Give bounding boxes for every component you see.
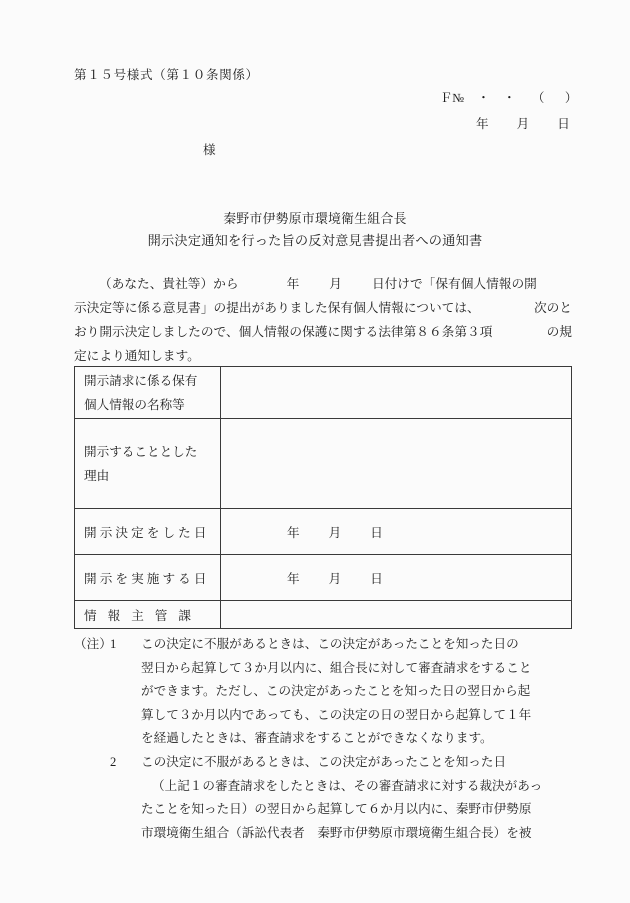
note-1-text-4: 算して３か月以内であっても、この決定の日の翌日から起算して１年 — [141, 707, 532, 722]
note-item-2-line-3 — [74, 798, 574, 822]
table-row — [75, 419, 572, 509]
date-day-label: 日 — [557, 117, 570, 131]
table-row — [75, 555, 572, 601]
body-line-1-month: 月 — [329, 277, 342, 291]
table-row — [75, 509, 572, 555]
table-value-responsible-section[interactable] — [221, 601, 572, 629]
implementation-date-fields — [221, 568, 571, 587]
issuer-name: 秦野市伊勢原市環境衛生組合長 — [223, 212, 407, 226]
body-line-4: 定により通知します。 — [74, 349, 200, 363]
note-item-1-line-5 — [74, 727, 574, 751]
note-1-text-5: を経過したときは、審査請求をすることができなくなります。 — [141, 731, 493, 746]
form-number: 第１５号様式（第１０条関係） — [74, 68, 259, 82]
note-item-1-line-1 — [74, 633, 574, 657]
decision-date-fields — [221, 522, 571, 541]
body-line-2 — [74, 296, 572, 320]
addressee-sama: 様 — [203, 143, 216, 157]
file-number-paren-close: ） — [564, 91, 578, 105]
body-paragraph — [74, 272, 572, 368]
body-line-1-year: 年 — [286, 277, 300, 291]
note-2-text-3: たことを知った日）の翌日から起算して６か月以内に、秦野市伊勢原 — [141, 802, 532, 817]
body-line-2-text-b: 次のと — [533, 301, 572, 315]
note-item-2-line-4 — [74, 822, 574, 846]
note-2-text-1: この決定に不服があるときは、この決定があったことを知った日 — [141, 754, 507, 769]
decision-date-month: 月 — [328, 526, 342, 540]
decision-date-year: 年 — [287, 526, 300, 540]
notes-heading: （注） — [74, 637, 112, 651]
note-1-text-2: 翌日から起算して３か月以内に、組合長に対して審査請求をすること — [141, 660, 532, 675]
table-label-responsible-section: 情報主管課 — [75, 601, 221, 629]
implementation-date-year: 年 — [287, 572, 300, 586]
disclosure-table — [74, 366, 572, 629]
date-year-label: 年 — [476, 117, 489, 131]
table-label-line-1: 開示することとした — [84, 444, 198, 459]
file-number-paren-open: （ — [532, 91, 545, 105]
note-1-text-3: ができます。ただし、この決定があったことを知った日の翌日から起 — [141, 684, 531, 699]
decision-date-day: 日 — [370, 526, 383, 540]
document-title: 開示決定通知を行った旨の反対意見書提出者への通知書 — [147, 233, 483, 248]
note-2-text-4: 市環境衛生組合（訴訟代表者 秦野市伊勢原市環境衛生組合長）を被 — [141, 825, 532, 840]
file-number-dot-1: ・ — [477, 91, 491, 105]
body-line-1 — [74, 272, 572, 296]
table-label-line-2: 理由 — [84, 468, 110, 483]
body-line-2-text-a: 示決定等に係る意見書」の提出がありました保有個人情報については、 — [74, 301, 480, 315]
body-line-3 — [74, 320, 572, 344]
table-row — [75, 601, 572, 629]
table-value-decision-date[interactable] — [221, 509, 572, 555]
file-number-line — [440, 88, 578, 106]
table-label-decision-date: 開示決定をした日 — [75, 509, 221, 555]
note-item-2-line-1 — [74, 751, 574, 775]
note-item-2-line-2 — [74, 775, 574, 799]
file-number-label: Ｆ№ — [440, 91, 465, 105]
notes-section — [74, 633, 574, 845]
table-row — [75, 367, 572, 419]
note-2-text-2: （上記１の審査請求をしたときは、その審査請求に対する裁決があっ — [152, 778, 543, 793]
document-date-line — [476, 113, 570, 132]
date-month-label: 月 — [516, 117, 530, 131]
implementation-date-day: 日 — [370, 572, 383, 586]
table-value-implementation-date[interactable] — [221, 555, 572, 601]
table-label-line-1: 開示請求に係る保有 — [84, 373, 198, 388]
table-value-reason[interactable] — [221, 419, 572, 509]
table-value-disclosure-request[interactable] — [221, 367, 572, 419]
file-number-dot-2: ・ — [503, 91, 516, 105]
table-label-line-2: 個人情報の名称等 — [84, 397, 185, 412]
implementation-date-month: 月 — [328, 572, 342, 586]
body-line-3-text-a: おり開示決定しましたので、個人情報の保護に関する法律第８６条第３項 — [74, 325, 493, 339]
body-line-3-text-b: の規 — [546, 325, 572, 339]
body-line-1-text-a: （あなた、貴社等）から — [99, 277, 239, 291]
note-2-number: 2 — [110, 754, 117, 769]
table-label-implementation-date: 開示を実施する日 — [75, 555, 221, 601]
table-label-reason — [75, 419, 221, 509]
note-item-1-line-4 — [74, 704, 574, 728]
note-1-text-1: この決定に不服があるときは、この決定があったことを知った日の — [141, 637, 519, 651]
body-line-1-text-b: 日付けで「保有個人情報の開 — [371, 277, 537, 291]
note-1-number: 1 — [110, 637, 117, 651]
table-label-disclosure-request — [75, 367, 221, 419]
note-item-1-line-2 — [74, 657, 574, 681]
note-item-1-line-3 — [74, 680, 574, 704]
